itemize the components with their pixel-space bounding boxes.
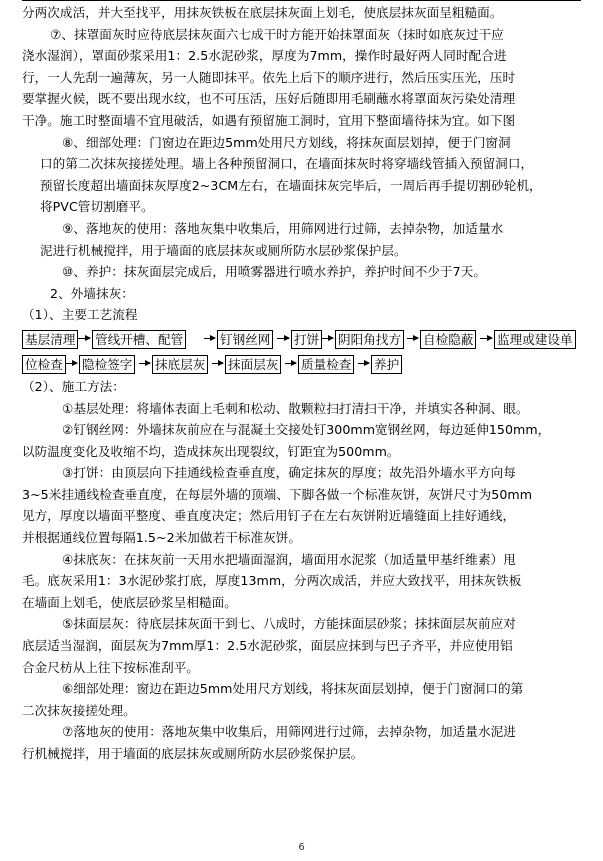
paragraph-line: 二次抹灰接搓处理。 [22, 702, 136, 718]
paragraph-line: 预留长度超出墙面抹灰厚度2~3CM左右，在墙面抹灰完毕后，一周后再手提切割砂轮机， [40, 177, 542, 193]
paragraph-line: 毛。底灰采用1：3水泥砂浆打底，厚度13mm，分两次成活，并应大致找平，用抹灰铁板 [22, 573, 522, 589]
flow-arrow [407, 338, 418, 339]
paragraph-line: ③打饼：由顶层向下挂通线检查垂直度，确定抹灰的厚度；故先沿外墙水平方向每 [62, 465, 516, 481]
paragraph-line: 底层适当湿润，面层灰为7mm厚1：2.5水泥砂浆，面层应抹到与巴子齐平，并应使用铝 [22, 638, 513, 654]
paragraph-line: 浇水湿润），罩面砂浆采用1：2.5水泥砂浆，厚度为7mm，操作时最好两人同时配合进 [22, 48, 507, 64]
flow-step: 抹底层灰 [152, 355, 208, 374]
flow-step: 阴阳角找方 [335, 330, 404, 349]
flow-arrow [212, 363, 223, 364]
paragraph-line: ⑨、落地灰的使用：落地灰集中收集后，用筛网进行过筛，去掉杂物，加适量水 [62, 220, 504, 236]
paragraph-line: ④抹底灰：在抹灰前一天用水把墙面湿润，墙面用水泥浆（加适量甲基纤维素）甩 [62, 551, 516, 567]
flow-step: 打饼 [291, 330, 322, 349]
paragraph-line: ⑧、细部处理：门窗边在距边5mm处用尺方划线，将抹灰面层划掉，便于门窗洞 [62, 134, 511, 150]
paragraph-line: ⑥细部处理：窗边在距边5mm处用尺方划线，将抹灰面层划掉，便于门窗洞口的第 [62, 681, 524, 697]
flow-arrow [480, 338, 492, 339]
paragraph-line: 行，一人先刮一遍薄灰，另一人随即抹平。依先上后下的顺序进行，然后压实压光，压时 [22, 69, 516, 85]
section-heading: 2、外墙抹灰： [50, 285, 134, 301]
paragraph-line: ②钉钢丝网：外墙抹灰前应在与混凝土交接处钉300mm宽钢丝网，每边延伸150mm， [62, 422, 551, 438]
paragraph-line: 干净。施工时整面墙不宜甩破活，如遇有预留施工洞时，宜用下整面墙待抹为宜。如下图 [22, 112, 516, 128]
paragraph-line: ⑦落地灰的使用：落地灰集中收集后，用筛网进行过筛，去掉杂物，加适量水泥进 [62, 724, 516, 740]
paragraph-line: ⑦、抹罩面灰时应待底层抹灰面六七成干时方能开始抹罩面灰（抹时如底灰过干应 [50, 26, 504, 42]
paragraph-line: 要掌握火候，既不要出现水纹，也不可压活，压好后随即用毛刷蘸水将罩面灰污染处清理 [22, 91, 516, 107]
page-content [22, 2, 583, 765]
paragraph-line: 口的第二次抹灰接搓处理。墙上各种预留洞口，在墙面抹灰时将穿墙线管插入预留洞口， [40, 156, 534, 172]
paragraph-line: 并根据通线位置每隔1.5~2米加做若干标准灰饼。 [22, 530, 302, 546]
top-rule [22, 0, 581, 1]
process-flow-row-1 [22, 327, 583, 351]
subsection-heading: （2）、施工方法： [22, 378, 125, 394]
flow-arrow [358, 363, 369, 364]
page-number: 6 [298, 842, 305, 853]
paragraph-line: 分两次成活，并大至找平，用抹灰铁板在底层抹灰面上划毛，使底层抹灰面呈粗糙面。 [22, 5, 503, 20]
flow-step: 钉钢丝网 [217, 330, 273, 349]
process-flow-row-2 [22, 352, 583, 376]
flow-step: 基层清理 [22, 330, 78, 349]
flow-arrow [321, 338, 333, 339]
paragraph-line: 以防温度变化及收缩不均，造成抹灰出现裂纹，钉距宜为500mm。 [22, 443, 400, 459]
flow-step: 抹面层灰 [225, 355, 281, 374]
paragraph-line: 3~5米挂通线检查垂直度，在每层外墙的顶端、下脚各做一个标准灰饼，灰饼尺寸为50mm [22, 486, 533, 502]
flow-step: 养护 [371, 355, 402, 374]
flow-arrow [285, 363, 296, 364]
paragraph-line: 在墙面上划毛，使底层砂浆呈相糙面。 [22, 594, 237, 610]
subsection-heading: （1）、主要工艺流程 [22, 307, 138, 323]
paragraph-line: 将PVC管切割磨平。 [40, 199, 154, 215]
paragraph-line: 合金尺枋从上往下按标准刮平。 [22, 659, 200, 675]
paragraph-line: ⑩、养护：抹灰面层完成后，用喷雾器进行喷水养护，养护时间不少于7天。 [62, 264, 487, 280]
flow-arrow [204, 338, 215, 339]
flow-step: 质量检查 [298, 355, 354, 374]
flow-arrow [78, 338, 90, 339]
paragraph-line: ①基层处理：将墙体表面上毛刺和松动、散颗粒扫打清扫干净，并填实各种洞、眼。 [62, 400, 529, 416]
flow-step: 隐检签字 [79, 355, 135, 374]
paragraph-line: 泥进行机械搅拌，用于墙面的底层抹灰或厕所防水层砂浆保护层。 [40, 242, 407, 258]
paragraph-line: 行机械搅拌，用于墙面的底层抹灰或厕所防水层砂浆保护层。 [22, 746, 364, 761]
flow-step: 位检查 [22, 355, 66, 374]
paragraph-line: 见方，厚度以墙面平整度、垂直度决定；然后用钉子在左右灰饼附近墙缝面上挂好通线， [22, 508, 516, 524]
flow-arrow [66, 363, 77, 364]
flow-arrow [277, 338, 289, 339]
flow-step: 自检隐蔽 [420, 330, 476, 349]
flow-step: 管线开槽、配管 [92, 330, 186, 349]
paragraph-line: ⑤抹面层灰：待底层抹灰面干到七、八成时，方能抹面层砂浆；抹抹面层灰前应对 [62, 616, 516, 632]
flow-step: 监理或建设单 [494, 330, 576, 349]
flow-arrow [139, 363, 150, 364]
